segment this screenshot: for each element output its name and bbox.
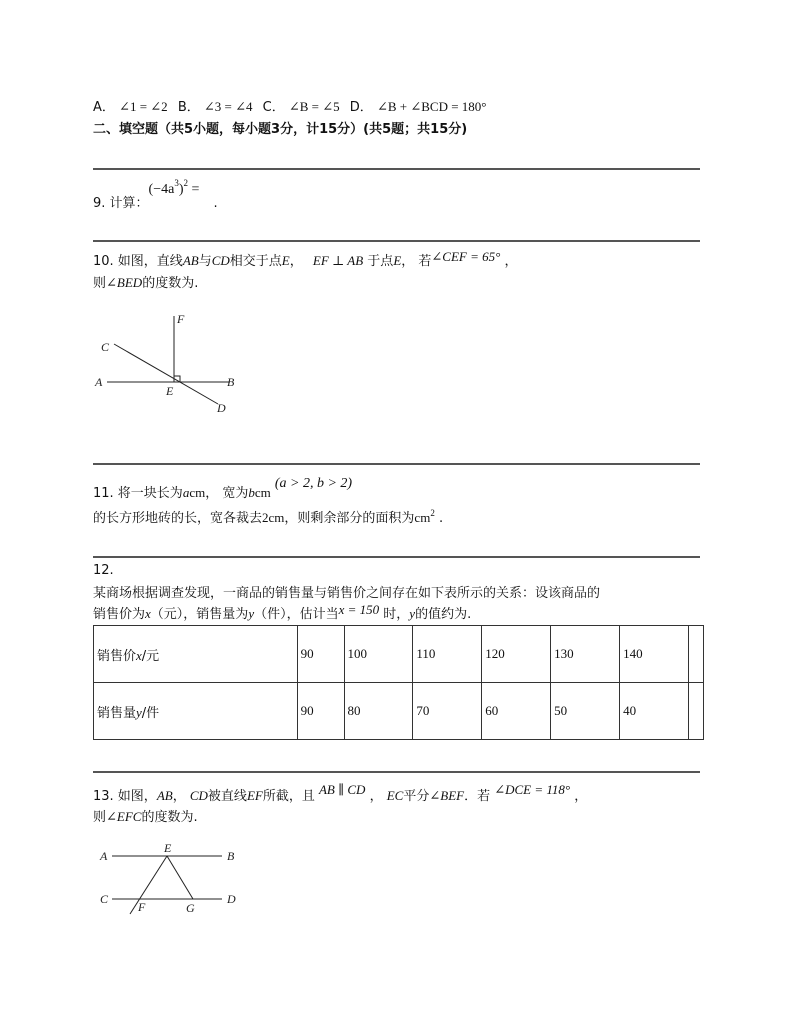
label-text: /元 <box>141 648 160 664</box>
q13-text: ， <box>570 789 588 804</box>
q12-y2: y <box>409 606 416 621</box>
q13-text: 13. 如图， <box>93 789 157 804</box>
q9-end: . <box>213 196 218 211</box>
fig13-label-f: F <box>138 900 146 914</box>
q10-angle-bed: ∠BED <box>106 275 143 290</box>
q13-ef: EF <box>246 788 263 803</box>
line-eg <box>167 856 193 899</box>
line-ef <box>130 856 167 914</box>
q12-text: （元），销售量为 <box>150 607 249 622</box>
q13-text: 的度数为. <box>141 810 198 825</box>
fig10-label-e: E <box>166 384 174 398</box>
q10-cd: CD <box>211 253 230 268</box>
q11-text: ，则剩余部分的面积为 <box>284 511 415 526</box>
fig13-label-a: A <box>100 849 108 863</box>
q11-cm: cm <box>254 485 271 500</box>
q13-angle-dce: ∠DCE = 118° <box>494 782 571 797</box>
q10-e2: E <box>393 253 402 268</box>
q13-parallel: AB ∥ CD <box>318 782 366 797</box>
q12-x-eq: x = 150 <box>338 602 380 617</box>
q11-cm: cm <box>189 485 206 500</box>
q10-text: ， <box>500 254 518 269</box>
q10-text: 则 <box>93 276 107 291</box>
q9-exp-inner: 3 <box>174 178 179 189</box>
q13-text: ．若 <box>464 789 491 804</box>
q13-angle-bef: ∠BEF <box>429 788 465 803</box>
fig10-label-a: A <box>95 375 103 389</box>
q13-text: ， <box>365 789 383 804</box>
fig13-label-d: D <box>227 892 236 906</box>
q13-text: 则 <box>93 810 107 825</box>
table-cell: 130 <box>551 626 620 683</box>
table-cell: 120 <box>482 626 551 683</box>
table-cell: 100 <box>344 626 413 683</box>
q11-b: b <box>248 485 255 500</box>
table-cell: 90 <box>297 626 344 683</box>
option-b-expr: ∠3 = ∠4 <box>203 99 253 114</box>
q10-angle-cef: ∠CEF = 65° <box>431 249 501 264</box>
q9-suffix: = <box>188 182 200 197</box>
q10-e: E <box>281 253 290 268</box>
q9-expr-close: ) <box>178 182 184 197</box>
question-12-line1: 某商场根据调查发现，一商品的销售量与销售价之间存在如下表所示的关系：设该商品的 <box>93 586 601 601</box>
q12-text: 的值约为. <box>415 607 472 622</box>
q12-x: x <box>145 606 151 621</box>
q11-condition: (a > 2, b > 2) <box>274 476 353 491</box>
label-text: 销售价 <box>97 648 137 664</box>
q11-a: a <box>182 485 190 500</box>
section-heading: 二、填空题（共5小题，每小题3分，计15分）(共5题；共15分) <box>93 122 468 137</box>
option-b-letter: B． <box>177 100 200 115</box>
table-cell: 60 <box>482 683 551 740</box>
table-cell: 80 <box>344 683 413 740</box>
label-text: /件 <box>141 705 160 721</box>
q11-cm-sq: cm <box>414 510 431 525</box>
question-12-number: 12. <box>93 563 114 578</box>
table-cell: 110 <box>413 626 482 683</box>
q11-text: 11. 将一块长为 <box>93 486 183 501</box>
q10-text: 10. 如图，直线 <box>93 254 183 269</box>
q13-angle-efc: ∠EFC <box>106 809 142 824</box>
q10-text: 于点 <box>363 254 394 269</box>
q11-text: ， 宽为 <box>205 486 249 501</box>
table-cell: 90 <box>297 683 344 740</box>
q11-2cm: 2cm <box>262 510 285 525</box>
q10-text: 与 <box>198 254 212 269</box>
q10-text: 相交于点 <box>229 254 282 269</box>
q13-ab: AB <box>156 788 173 803</box>
fig10-label-b: B <box>227 375 235 389</box>
fig13-label-e: E <box>164 841 172 855</box>
table-cell: 140 <box>620 626 689 683</box>
q13-text: 被直线 <box>207 789 247 804</box>
q12-text: （件），估计当 <box>254 607 339 622</box>
option-c-letter: C． <box>262 100 285 115</box>
option-d-letter: D． <box>349 100 373 115</box>
option-a-expr: ∠1 = ∠2 <box>119 99 168 114</box>
table-cell: 40 <box>620 683 689 740</box>
q12-text: 销售价为 <box>93 607 146 622</box>
table-cell: 70 <box>413 683 482 740</box>
label-var: x <box>136 647 142 663</box>
q10-text: 的度数为. <box>142 276 199 291</box>
table-cell: 50 <box>551 683 620 740</box>
option-d-expr: ∠B + ∠BCD = 180° <box>376 99 487 114</box>
option-a-letter: A． <box>93 100 115 115</box>
q13-text: ， <box>172 789 186 804</box>
fig10-label-d: D <box>217 401 226 415</box>
q12-y: y <box>248 606 255 621</box>
q10-ab: AB <box>182 253 199 268</box>
q9-prefix: 9. 计算： <box>93 196 149 211</box>
fig10-label-c: C <box>101 340 110 354</box>
q10-ef-perp: EF ⊥ AB <box>312 253 364 268</box>
q13-text: 平分 <box>403 789 430 804</box>
fig13-label-g: G <box>186 901 195 915</box>
option-c-expr: ∠B = ∠5 <box>288 99 340 114</box>
q9-exp-outer: 2 <box>183 178 188 189</box>
q11-text: 的长方形地砖的长，宽各裁去 <box>93 511 263 526</box>
label-text: 销售量 <box>97 705 137 721</box>
fig10-label-f: F <box>177 312 185 326</box>
q10-text: ， 若 <box>401 254 432 269</box>
q9-expr: (−4a <box>148 182 175 197</box>
q13-cd: CD <box>189 788 208 803</box>
q11-text: . <box>434 511 444 526</box>
q10-text: ， <box>289 254 303 269</box>
fig13-label-c: C <box>100 892 109 906</box>
label-var: y <box>136 704 142 720</box>
q13-text: 所截，且 <box>262 789 315 804</box>
q13-ec: EC <box>386 788 404 803</box>
q11-sq: 2 <box>430 507 435 518</box>
q12-text: 时， <box>379 607 410 622</box>
fig13-label-b: B <box>227 849 235 863</box>
